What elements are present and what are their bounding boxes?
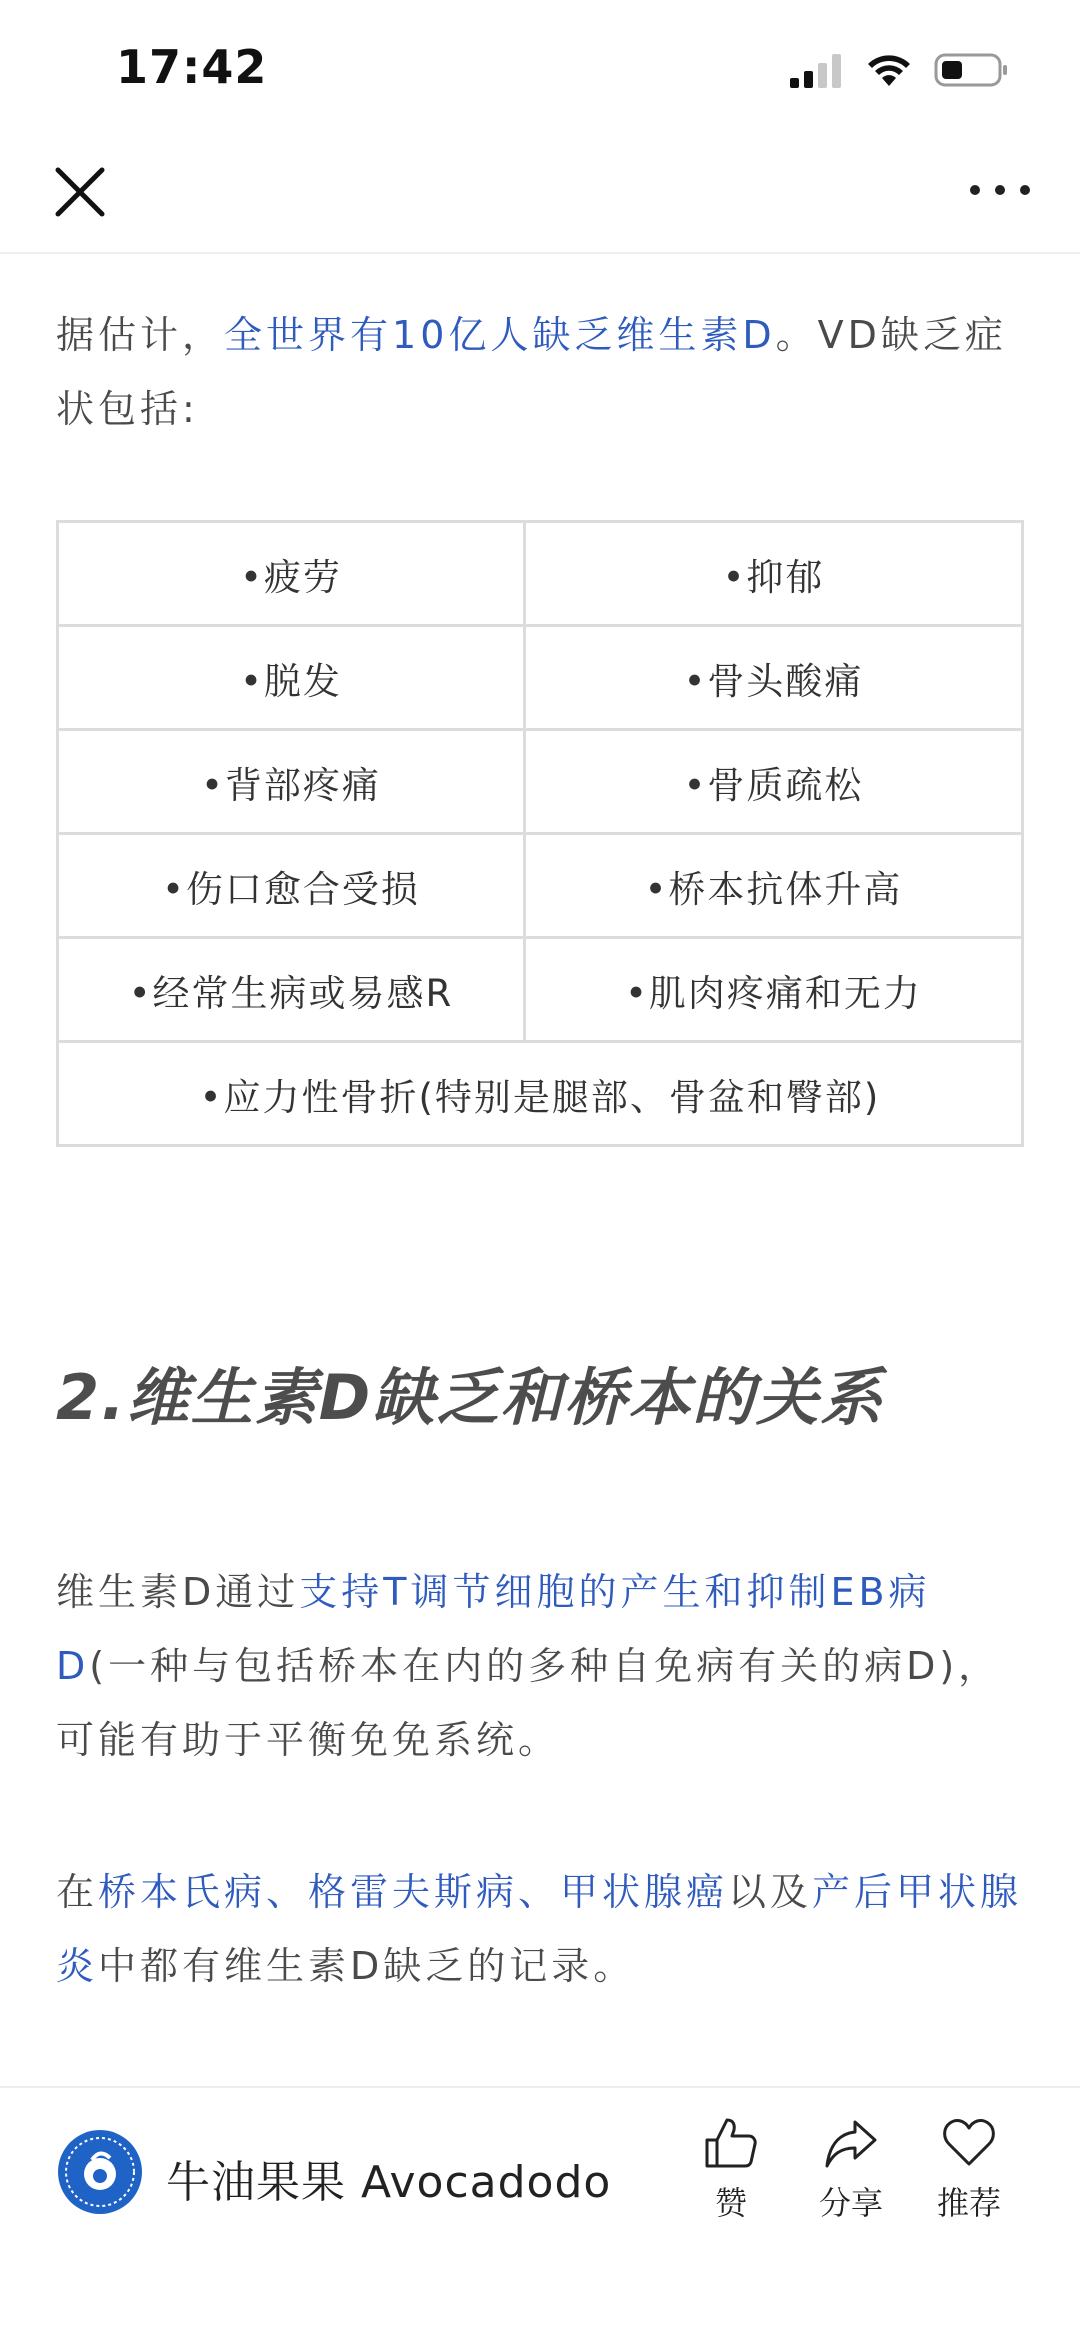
wifi-icon bbox=[866, 52, 912, 88]
table-cell: •应力性骨折(特别是腿部、骨盆和臀部) bbox=[58, 1042, 1023, 1146]
section-heading: 2.维生素D缺乏和桥本的关系 bbox=[56, 1361, 885, 1434]
table-row bbox=[58, 522, 1023, 626]
avocado-logo-icon bbox=[58, 2130, 142, 2214]
intro-text: 据估计， bbox=[56, 313, 225, 357]
close-icon[interactable] bbox=[52, 164, 108, 220]
navigation-bar bbox=[0, 130, 1080, 254]
table-cell: •脱发 bbox=[58, 626, 525, 730]
table-cell: •伤口愈合受损 bbox=[58, 834, 525, 938]
article-paragraph-3 bbox=[56, 1855, 1024, 2003]
paragraph-text-suffix: 中都有维生素D缺乏的记录。 bbox=[98, 1944, 636, 1988]
status-time: 17:42 bbox=[116, 40, 268, 94]
intro-link[interactable]: 全世界有10亿人缺乏维生素D bbox=[224, 313, 776, 357]
table-cell: •骨头酸痛 bbox=[525, 626, 1023, 730]
intro-paragraph bbox=[56, 298, 1024, 446]
bottom-action-bar bbox=[0, 2086, 1080, 2339]
recommend-label: 推荐 bbox=[936, 2184, 1001, 2222]
account-avatar[interactable] bbox=[58, 2130, 142, 2214]
cellular-signal-icon bbox=[790, 52, 844, 88]
heart-icon bbox=[941, 2116, 997, 2170]
paragraph-text bbox=[56, 1555, 1024, 1777]
table-row bbox=[58, 626, 1023, 730]
intro-text-suffix: 。VD缺乏症状包括: bbox=[56, 313, 1007, 431]
like-button[interactable] bbox=[686, 2116, 776, 2224]
paragraph-text-prefix: 维生素D通过 bbox=[56, 1570, 300, 1614]
more-options-icon[interactable] bbox=[970, 170, 1030, 210]
paragraph-text-suffix: (一种与包括桥本在内的多种自免病有关的病D)，可能有助于平衡免免系统。 bbox=[56, 1644, 1001, 1762]
table-cell: •疲劳 bbox=[58, 522, 525, 626]
table-cell: •骨质疏松 bbox=[525, 730, 1023, 834]
thumbs-up-icon bbox=[703, 2116, 759, 2170]
paragraph-text-prefix: 在 bbox=[56, 1870, 99, 1914]
article-paragraph-2 bbox=[56, 1555, 1024, 1777]
treg-link[interactable]: 支持T调节细胞的产生和抑制EB病D bbox=[56, 1570, 931, 1688]
table-row bbox=[58, 834, 1023, 938]
status-bar bbox=[0, 0, 1080, 130]
table-cell: •桥本抗体升高 bbox=[525, 834, 1023, 938]
share-arrow-icon bbox=[823, 2116, 879, 2170]
thyroid-diseases-link[interactable]: 桥本氏病、格雷夫斯病、甲状腺癌 bbox=[98, 1870, 729, 1914]
table-cell: •背部疼痛 bbox=[58, 730, 525, 834]
status-icons bbox=[790, 52, 1010, 88]
share-button[interactable] bbox=[806, 2116, 896, 2224]
like-label: 赞 bbox=[714, 2184, 747, 2222]
table-cell: •经常生病或易感R bbox=[58, 938, 525, 1042]
battery-icon bbox=[934, 52, 1010, 88]
postpartum-thyroiditis-link[interactable]: 产后甲状腺炎 bbox=[56, 1870, 1023, 1988]
table-cell: •肌肉疼痛和无力 bbox=[525, 938, 1023, 1042]
share-label: 分享 bbox=[818, 2184, 883, 2222]
symptoms-table bbox=[56, 520, 1024, 1147]
paragraph-text bbox=[56, 1855, 1024, 2003]
recommend-button[interactable] bbox=[924, 2116, 1014, 2224]
paragraph-text-mid: 以及 bbox=[728, 1870, 813, 1914]
table-row bbox=[58, 1042, 1023, 1146]
table-row bbox=[58, 730, 1023, 834]
table-cell: •抑郁 bbox=[525, 522, 1023, 626]
table-row bbox=[58, 938, 1023, 1042]
account-name[interactable]: 牛油果果 Avocadodo bbox=[166, 2157, 612, 2208]
article-intro bbox=[56, 298, 1024, 446]
